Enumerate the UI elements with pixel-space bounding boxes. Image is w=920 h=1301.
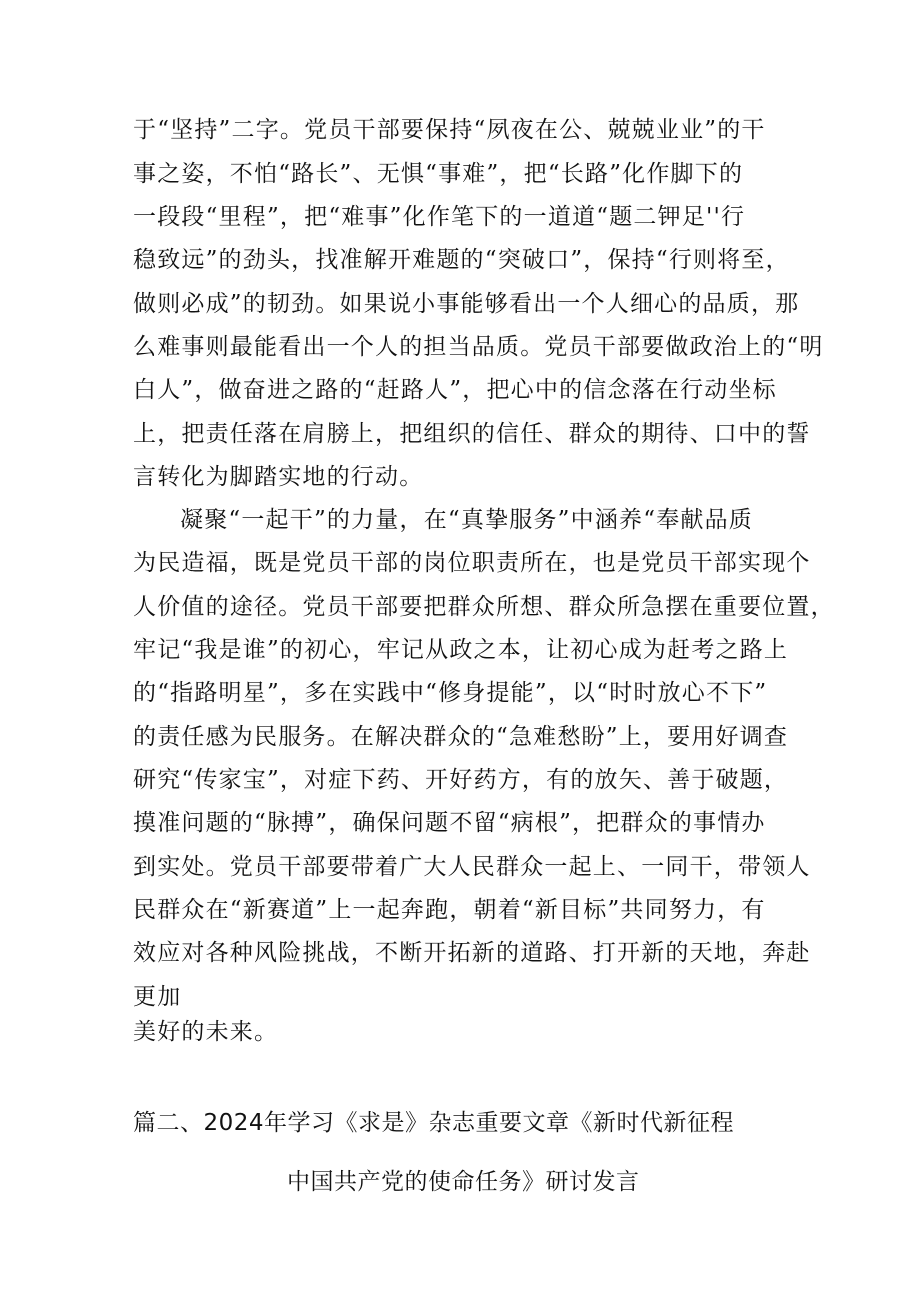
text-line: 么难事则最能看出一个人的担当品质。党员干部要做政治上的“明 [133, 334, 824, 360]
text-line: 到实处。党员干部要带着广大人民群众一起上、一同干，带领人 [133, 854, 811, 880]
text-line: 做则必成”的韧劲。如果说小事能够看出一个人细心的品质，那 [133, 291, 800, 317]
section-heading-line-1: 篇二、2024年学习《求是》杂志重要文章《新时代新征程 [133, 1110, 735, 1136]
section-heading-line-2: 中国共产党的使命任务》研讨发言 [287, 1169, 640, 1195]
text-line: 言转化为脚踏实地的行动。 [133, 464, 424, 490]
text-line: 摸准问题的“脉搏”，确保问题不留“病根”，把群众的事情办 [133, 810, 766, 836]
text-line: 更加 [133, 984, 182, 1010]
text-line: 研究“传家宝”，对症下药、开好药方，有的放矢、善于破题， [133, 767, 789, 793]
text-line: 于“坚持”二字。党员干部要保持“夙夜在公、兢兢业业”的干 [133, 117, 766, 143]
text-line: 事之姿，不怕“路长”、无惧“事难”，把“长路”化作脚下的 [133, 161, 744, 187]
text-line: 稳致远”的劲头，找准解开难题的“突破口”，保持“行则将至， [133, 247, 790, 273]
text-line: 白人”，做奋进之路的“赶路人”，把心中的信念落在行动坐标 [133, 377, 777, 403]
text-line: 民群众在“新赛道”上一起奔跑，朝着“新目标”共同努力，有 [133, 897, 766, 923]
text-line: 效应对各种风险挑战，不断开拓新的道路、打开新的天地，奔赴 [133, 940, 811, 966]
text-line: 的责任感为民服务。在解决群众的“急难愁盼”上，要用好调查 [133, 724, 789, 750]
text-line: 一段段“里程”，把“难事”化作笔下的一道道“题二钾足''行 [133, 204, 746, 230]
text-line: 为民造福，既是党员干部的岗位职责所在，也是党员干部实现个 [133, 550, 811, 576]
text-line: 牢记“我是谁”的初心，牢记从政之本，让初心成为赶考之路上 [133, 637, 789, 663]
text-line: 凝聚“一起干”的力量，在“真挚服务”中涵养“奉献品质 [180, 507, 753, 533]
text-line: 人价值的途径。党员干部要把群众所想、群众所急摆在重要位置， [133, 594, 835, 620]
text-line: 美好的未来。 [133, 1019, 279, 1045]
text-line: 上，把责任落在肩膀上，把组织的信任、群众的期待、口中的誓 [133, 421, 811, 447]
text-line: 的“指路明星”，多在实践中“修身提能”，以“时时放心不下” [133, 680, 768, 706]
